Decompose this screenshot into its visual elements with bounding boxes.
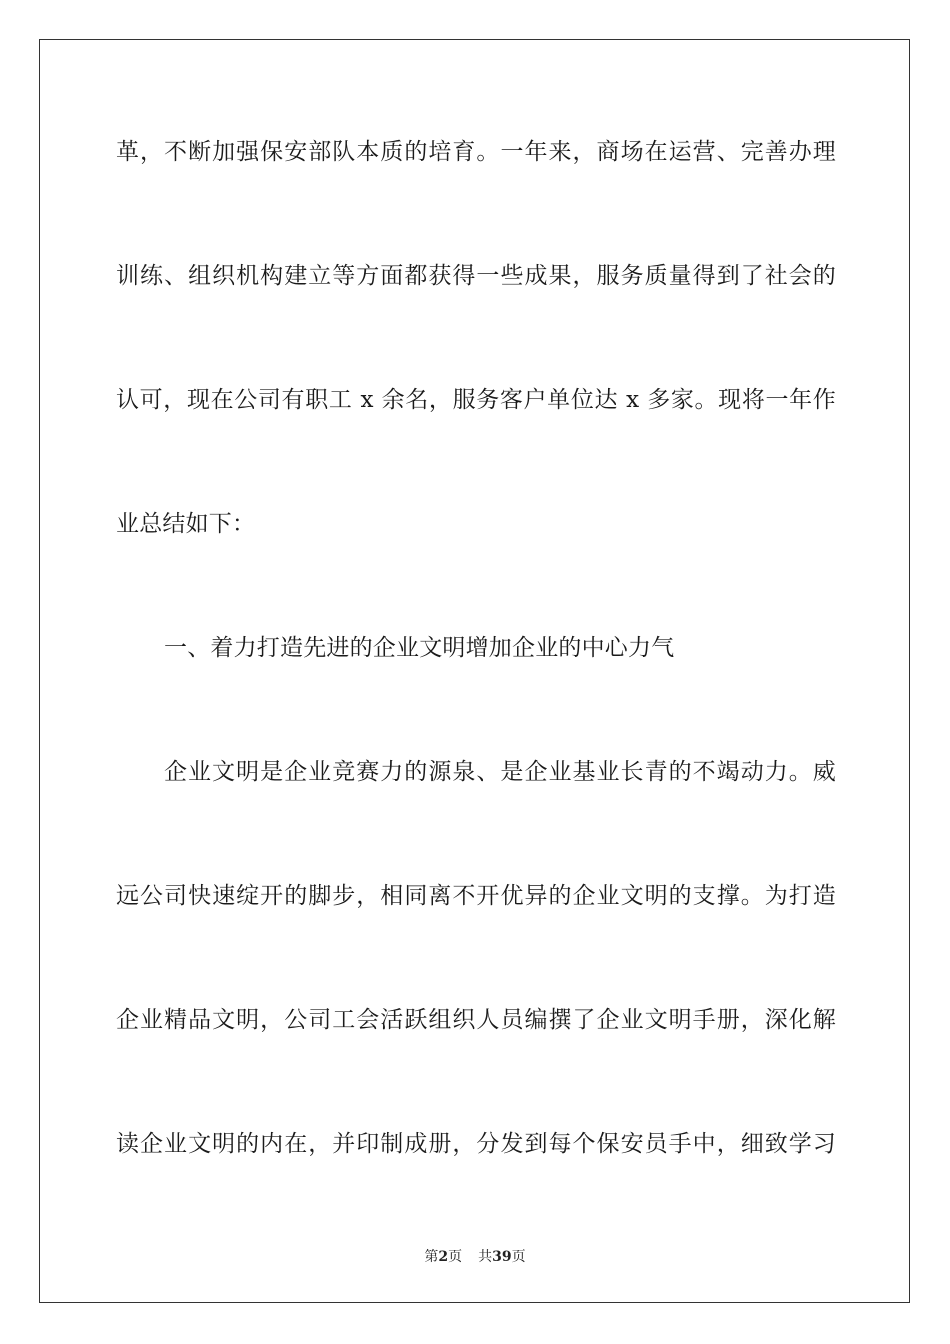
page-number: 2 <box>438 1249 449 1265</box>
paragraph-line: 业总结如下： <box>116 511 256 537</box>
paragraph-line: 远公司快速绽开的脚步，相同离不开优异的企业文明的支撑。为打造 <box>116 883 836 909</box>
page-prefix: 第 <box>424 1249 439 1265</box>
paragraph-line: 企业精品文明，公司工会活跃组织人员编撰了企业文明手册，深化解 <box>116 1007 836 1033</box>
section-heading: 一、着力打造先进的企业文明增加企业的中心力气 <box>164 635 675 661</box>
page-suffix: 页 <box>448 1249 463 1265</box>
paragraph-line: 认可，现在公司有职工 x 余名，服务客户单位达 x 多家。现将一年作 <box>116 387 836 413</box>
paragraph-line: 读企业文明的内在，并印制成册，分发到每个保安员手中，细致学习 <box>116 1131 836 1157</box>
paragraph-line: 革，不断加强保安部队本质的培育。一年来，商场在运营、完善办理 <box>116 139 836 165</box>
paragraph-line: 企业文明是企业竞赛力的源泉、是企业基业长青的不竭动力。威 <box>164 759 836 785</box>
page-footer <box>0 1248 950 1266</box>
page-border <box>39 39 910 1303</box>
total-pages: 39 <box>492 1249 512 1265</box>
paragraph-line: 训练、组织机构建立等方面都获得一些成果，服务质量得到了社会的 <box>116 263 836 289</box>
total-prefix: 共 <box>478 1249 493 1265</box>
total-suffix: 页 <box>511 1249 526 1265</box>
